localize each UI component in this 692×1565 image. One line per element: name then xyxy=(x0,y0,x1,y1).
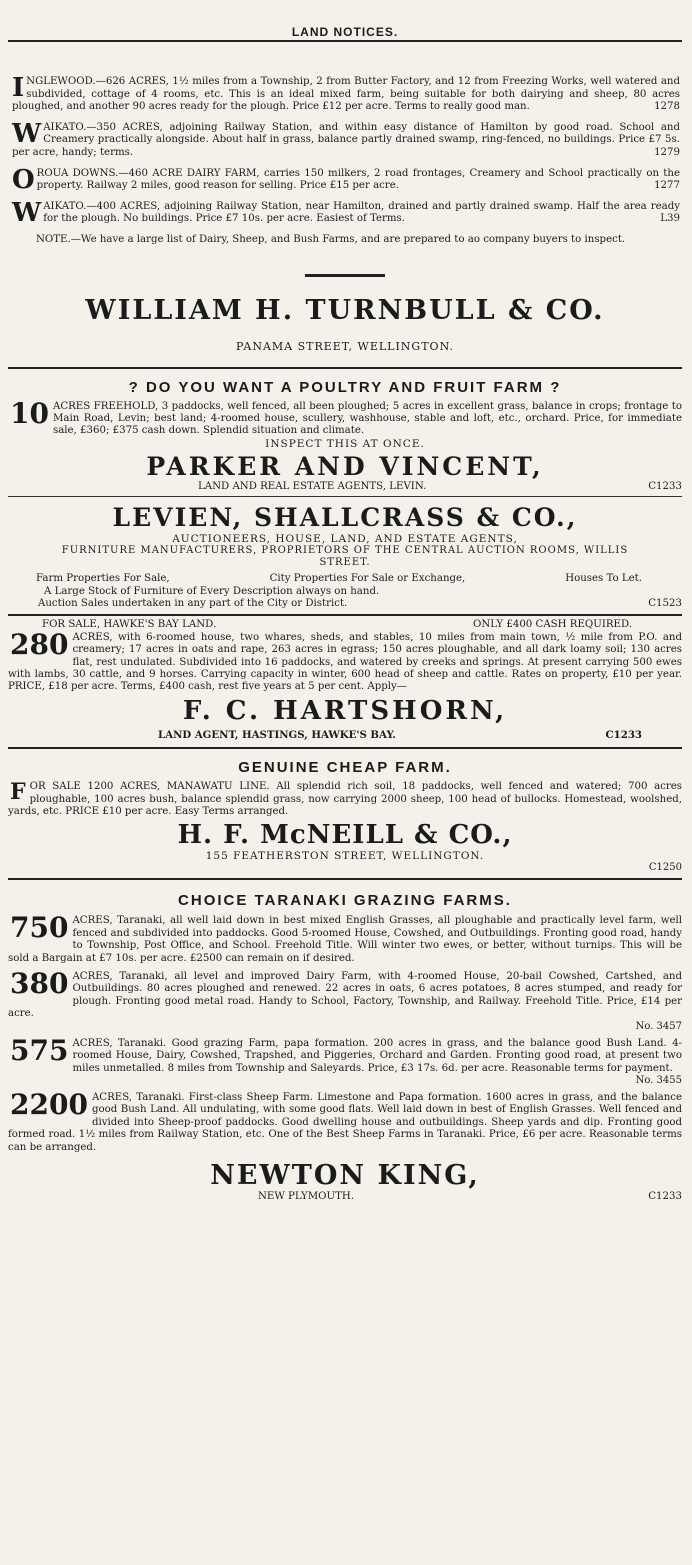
taranaki-text: ACRES, Taranaki, all level and improved Dairy Farm, with 4-roomed House, 20-bail Cowshed, Cartshed, and Outbuildings. 80 acres ploughed and renewed. 22 acres in oats, 6 acres potatoes, 8 acres stumped, and ready for plough. Fronting good metal road. Handy to School, Factory, Township, and Railway. Freehold Title. Price, £14 per acre. xyxy=(8,971,682,1020)
poultry-text: ACRES FREEHOLD, 3 paddocks, well fenced, all been ploughed; 5 acres in excellent grass, balance in crops; frontage to Main Road, Levin; best land; 4-roomed house, scullery, washhouse, stable and loft, etc., orchard. Price, for immediate sale, £360; £375 cash down. Splendid situation and climate. xyxy=(52,400,682,437)
taranaki-lead-number: 380 xyxy=(10,967,69,1001)
levien-auction: Auction Sales undertaken in any part of the City or District. xyxy=(38,597,348,609)
taranaki-item xyxy=(8,1087,682,1154)
drop-initial: O xyxy=(12,164,35,195)
notice-text: AIKATO.—400 ACRES, adjoining Railway Station, near Hamilton, drained and partly drained swamp. Half the area ready for the plough. No buildings. Price £7 10s. per acre. Easiest of Terms. xyxy=(43,200,680,225)
taranaki-text: ACRES, Taranaki. Good grazing Farm, papa formation. 200 acres in grass, and the balance good Bush Land. 4-roomed House, Dairy, Cowshed, Trapshed, and Piggeries, Orchard and Garden. Fronting good road, at present two miles unmetalled. 8 miles from Township and Saleyards. Price, £3 17s. 6d. per acre. Reasonable terms for payment. xyxy=(72,1037,682,1074)
notice-code: 1278 xyxy=(650,101,680,114)
poultry-agent-sub: LAND AND REAL ESTATE AGENTS, LEVIN. xyxy=(198,480,427,492)
genuine-agent: H. F. McNEILL & CO., xyxy=(177,820,513,851)
notice-text: ROUA DOWNS.—460 ACRE DAIRY FARM, carries 150 milkers, 2 road frontages, Creamery and School practically on the property. Railway 2 miles, good reason for selling. Price £15 per acre. xyxy=(36,167,680,192)
divider xyxy=(8,496,682,497)
section-title: LAND NOTICES. xyxy=(291,25,399,39)
taranaki-item xyxy=(8,911,682,965)
poultry-agent-line xyxy=(8,481,682,493)
taranaki-agent-sub: NEW PLYMOUTH. xyxy=(258,1190,355,1202)
notice-oroua-downs xyxy=(12,164,680,195)
poultry-code: C1233 xyxy=(648,480,682,492)
hawkes-agent-sub: LAND AGENT, HASTINGS, HAWKE'S BAY. xyxy=(158,728,396,741)
turnbull-address: PANAMA STREET, WELLINGTON. xyxy=(235,339,454,353)
notice-inglewood xyxy=(12,73,680,114)
hawkes-right: ONLY £400 CASH REQUIRED. xyxy=(473,619,632,631)
levien-line2: FURNITURE MANUFACTURERS, PROPRIETORS OF THE CENTRAL AUCTION ROOMS, WILLIS STREET. xyxy=(61,545,629,569)
genuine-headline: GENUINE CHEAP FARM. xyxy=(238,759,452,777)
hawkes-left: FOR SALE, HAWKE'S BAY LAND. xyxy=(42,619,217,631)
drop-initial: W xyxy=(12,197,42,228)
hawkes-text: ACRES, with 6-roomed house, two whares, sheds, and stables, 10 miles from main town, ½ mile from P.O. and creamery; 17 acres in oats and rape, 263 acres in egrass; 150 acres ploughable, and all dark loamy soil; 130 acres flat, rest undulated. Subdivided into 16 paddocks, and watered by creeks and springs. At present carrying 500 ewes with lambs, 30 cattle, and 9 horses. Carrying capacity in winter, 600 head of sheep and cattle. Rates on property, £10 per year. PRICE, £18 per acre. Terms, £400 cash, rest five years at 5 per cent. Apply— xyxy=(8,631,682,693)
drop-initial: W xyxy=(12,118,42,149)
hawkes-body xyxy=(8,627,682,694)
hawkes-lead-number: 280 xyxy=(10,627,69,661)
taranaki-code: No. 3457 xyxy=(635,1020,682,1032)
notice-code: 1279 xyxy=(650,147,680,160)
levien-stock: A Large Stock of Furniture of Every Description always on hand. xyxy=(44,585,380,597)
levien-city: City Properties For Sale or Exchange, xyxy=(269,573,466,585)
notice-text: NGLEWOOD.—626 ACRES, 1½ miles from a Township, 2 from Butter Factory, and 12 from Freezing Works, well watered and subdivided, cottage of 4 rooms, etc. This is an ideal mixed farm, being suitable for both dairying and sheep, 80 acres ploughed, and another 90 acres ready for the plough. Price £12 per acre. Terms to really good man. xyxy=(12,76,680,113)
genuine-code: C1250 xyxy=(648,862,682,874)
poultry-headline: ? DO YOU WANT A POULTRY AND FRUIT FARM ? xyxy=(128,378,562,396)
notice-code: L39 xyxy=(656,213,680,226)
taranaki-headline: CHOICE TARANAKI GRAZING FARMS. xyxy=(178,892,512,910)
levien-services xyxy=(8,569,682,585)
notice-waikato-350 xyxy=(12,118,680,160)
levien-auction-line xyxy=(8,598,682,610)
hawkes-agent: F. C. HARTSHORN, xyxy=(182,695,508,726)
levien-houses: Houses To Let. xyxy=(565,573,642,585)
land-notices xyxy=(8,42,682,247)
taranaki-lead-number: 575 xyxy=(10,1033,69,1067)
poultry-inspect: INSPECT THIS AT ONCE. xyxy=(265,437,425,450)
poultry-agent: PARKER AND VINCENT, xyxy=(146,451,544,481)
taranaki-item xyxy=(8,967,682,1021)
taranaki-agent: NEWTON KING, xyxy=(210,1159,480,1191)
taranaki-item xyxy=(8,1033,682,1075)
notice-waikato-400 xyxy=(12,197,680,228)
levien-line1: AUCTIONEERS, HOUSE, LAND, AND ESTATE AGENTS, xyxy=(172,533,518,546)
hawkes-header xyxy=(8,616,682,631)
turnbull-name: WILLIAM H. TURNBULL & CO. xyxy=(85,294,605,326)
genuine-body xyxy=(8,781,682,818)
levien-code: C1523 xyxy=(648,597,682,609)
poultry-body xyxy=(8,396,682,438)
taranaki-code-final: C1233 xyxy=(648,1190,682,1202)
divider xyxy=(8,878,682,880)
taranaki-lead-number: 750 xyxy=(10,911,69,945)
short-rule xyxy=(305,274,385,277)
genuine-agent-sub: 155 FEATHERSTON STREET, WELLINGTON. xyxy=(205,850,485,863)
genuine-text: OR SALE 1200 ACRES, MANAWATU LINE. All splendid rich soil, 18 paddocks, well fenced and watered; 700 acres ploughable, 100 acres bush, balance splendid grass, now carrying 2000 sheep, 100 head of bullocks. Homestead, woolshed, yards, etc. PRICE £10 per acre. Easy Terms arranged. xyxy=(8,781,682,818)
divider xyxy=(8,367,682,369)
levien-farm: Farm Properties For Sale, xyxy=(36,573,170,585)
taranaki-code: No. 3455 xyxy=(635,1074,682,1086)
divider xyxy=(8,747,682,749)
note-text: NOTE.—We have a large list of Dairy, Sheep, and Bush Farms, and are prepared to ao company buyers to inspect. xyxy=(36,233,626,245)
taranaki-lead-number: 2200 xyxy=(10,1087,88,1121)
genuine-initial: F xyxy=(10,779,26,806)
taranaki-text: ACRES, Taranaki. First-class Sheep Farm. Limestone and Papa formation. 1600 acres in grass, and the balance good Bush Land. All undulating, with some good flats. Well laid down in best of English Grasses. Well fenced and divided into Sheep-proof paddocks. Good dwelling house and outbuildings. Sheep yards and dip. Fronting good formed road. 1½ miles from Railway Station, etc. One of the Best Sheep Farms in Taranaki. Price, £6 per acre. Reasonable terms can be arranged. xyxy=(8,1091,682,1153)
levien-name: LEVIEN, SHALLCRASS & CO., xyxy=(112,503,578,533)
hawkes-agent-line xyxy=(8,726,682,741)
taranaki-text: ACRES, Taranaki, all well laid down in best mixed English Grasses, all ploughable and practically level farm, well fenced and subdivided into paddocks. Good 5-roomed House, Cowshed, and Outbuildings. Fronting good road, handy to Township, Post Office, and School. Freehold Title. Will winter two ewes, or better, without turnips. This will be sold a Bargain at £7 10s. per acre. £2500 can remain on if desired. xyxy=(8,915,682,964)
notice-code: 1277 xyxy=(650,180,680,193)
poultry-lead-number: 10 xyxy=(10,396,49,430)
notice-text: AIKATO.—350 ACRES, adjoining Railway Station, and within easy distance of Hamilton by good road. School and Creamery practically alongside. About half in grass, balance partly drained swamp, ring-fenced, no buildings. Price £7 5s. per acre, handy; terms. xyxy=(12,121,680,158)
drop-initial: I xyxy=(12,73,25,103)
taranaki-agent-line xyxy=(8,1191,682,1203)
hawkes-code: C1233 xyxy=(605,728,642,741)
